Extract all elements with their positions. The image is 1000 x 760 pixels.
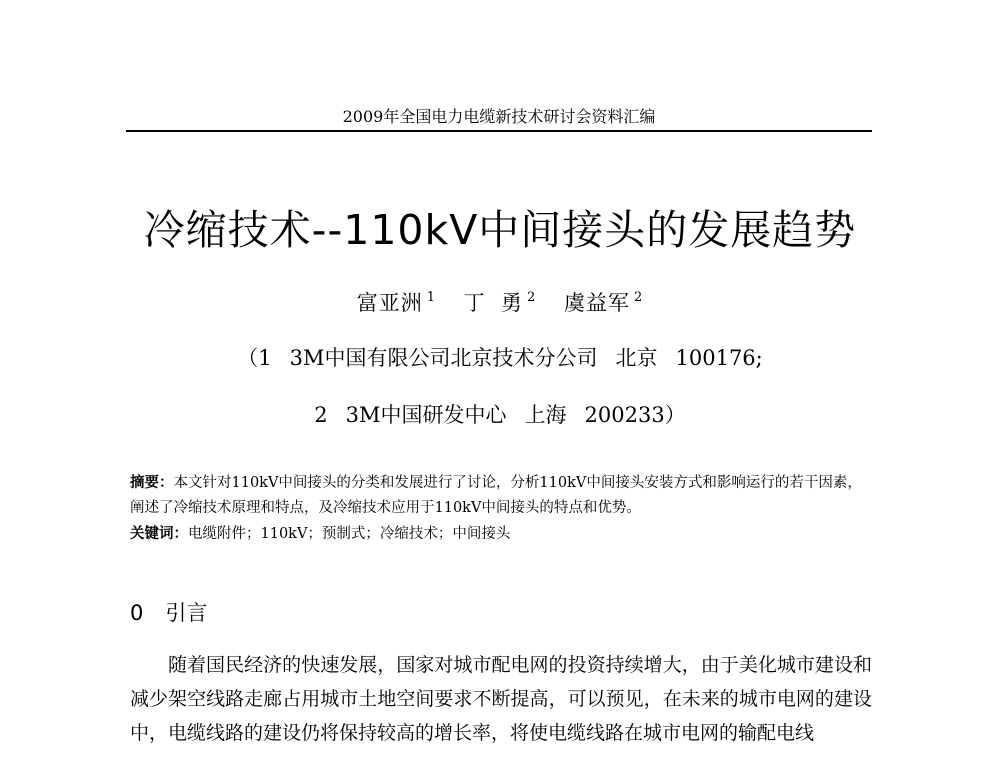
affiliation-index: 2 (314, 403, 328, 427)
author (564, 291, 643, 315)
author-affiliation-mark: 2 (527, 290, 537, 305)
author-list (100, 287, 900, 317)
keywords-text: 电缆附件；110kV；预制式；冷缩技术；中间接头 (188, 526, 511, 542)
section-heading (130, 597, 207, 627)
section-title: 引言 (165, 601, 208, 625)
keywords-label: 关键词： (130, 525, 188, 542)
affiliation-org: 3M中国研发中心 (345, 403, 507, 427)
abstract-body (130, 470, 872, 521)
affiliation-postcode: 200233） (584, 403, 686, 427)
abstract-label: 摘要： (130, 474, 174, 491)
affiliation-postcode: 100176; (675, 346, 763, 370)
author-name: 丁 勇 (463, 291, 524, 315)
author (357, 291, 436, 315)
body-text (130, 648, 872, 750)
affiliation-index: （1 (237, 346, 272, 370)
keywords (130, 521, 872, 547)
affiliation-city: 上海 (524, 403, 567, 427)
abstract (130, 470, 872, 547)
section-number: 0 (130, 601, 144, 625)
author-affiliation-mark: 1 (426, 290, 436, 305)
paper-title: 冷缩技术--110kV中间接头的发展趋势 (143, 206, 857, 254)
author (464, 291, 537, 315)
affiliation-line-1 (100, 342, 900, 372)
affiliation-city: 北京 (615, 346, 658, 370)
affiliation-org: 3M中国有限公司北京技术分公司 (289, 346, 598, 370)
running-header: 2009年全国电力电缆新技术研讨会资料汇编 (342, 107, 656, 126)
author-affiliation-mark: 2 (634, 290, 644, 305)
author-name: 虞益军 (564, 291, 630, 315)
author-name: 富亚洲 (356, 291, 423, 315)
header-rule (126, 130, 872, 132)
affiliation-line-2 (100, 399, 900, 429)
paragraph: 随着国民经济的快速发展，国家对城市配电网的投资持续增大，由于美化城市建设和减少架空线路走廊占用城市土地空间要求不断提高，可以预见，在未来的城市电网的建设中，电缆线路的建设仍将保持较高的增长率，将使电缆线路在城市电网的输配电线 (130, 654, 872, 744)
abstract-text: 本文针对110kV中间接头的分类和发展进行了讨论，分析110kV中间接头安装方式和影响运行的若干因素，阐述了冷缩技术原理和特点，及冷缩技术应用于110kV中间接头的特点和优势。 (130, 475, 862, 516)
